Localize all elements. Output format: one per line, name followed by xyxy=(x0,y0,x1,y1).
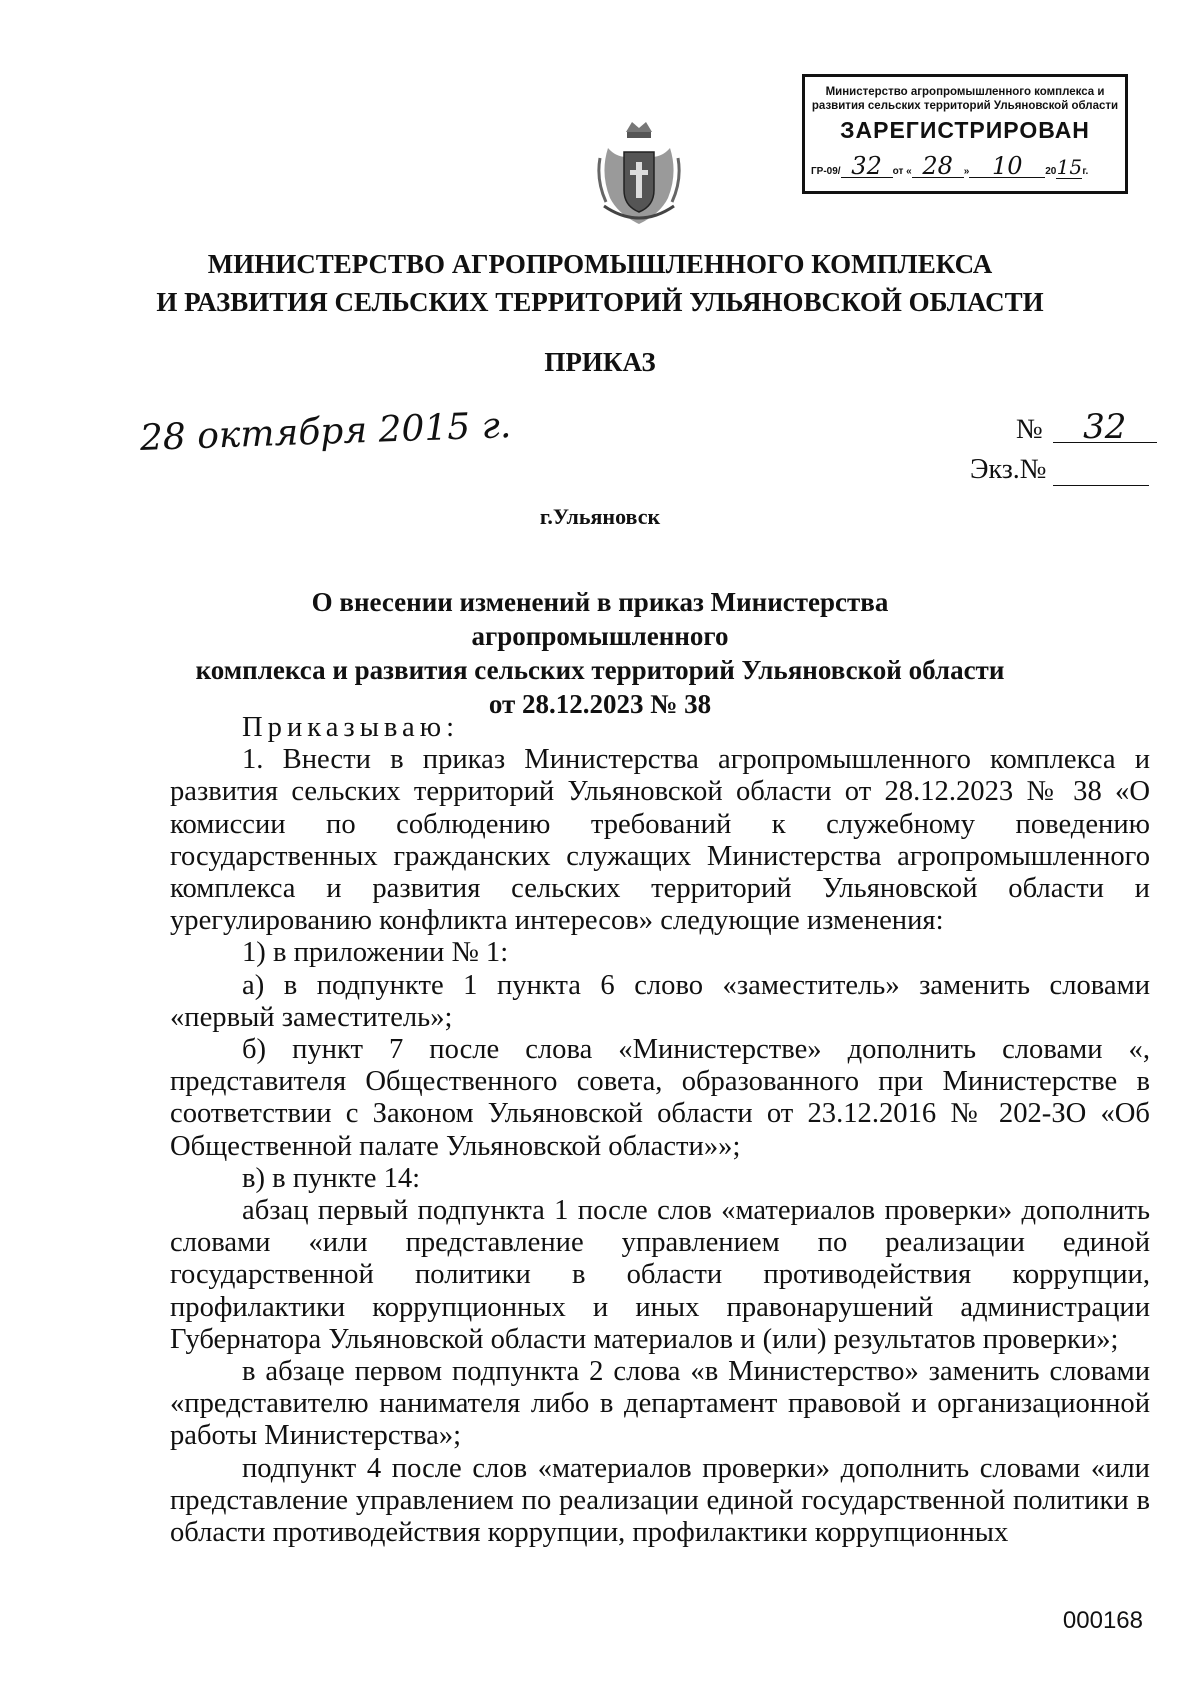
order-date-handwritten: 28 октября 2015 г. xyxy=(139,405,512,459)
body-paragraph: б) пункт 7 после слова «Министерстве» дополнить словами «, представителя Общественного совета, образованного при Министерстве в соответствии с Законом Ульяновской области от 23.12.2016 № 202-ЗО «Об Общественной палате Ульяновской области»»; xyxy=(170,1034,1150,1162)
stamp-organization: Министерство агропромышленного комплекса и развития сельских территорий Ульяновской области xyxy=(811,86,1119,112)
body-paragraph: абзац первый подпункта 1 после слов «материалов проверки» дополнить словами «или представление управлением по реализации единой государственной политики в области противодействия коррупции, профилактики коррупционных и иных правонарушений администрации Губернатора Ульяновской области материалов и (или) результатов проверки»; xyxy=(170,1195,1150,1355)
document-type-title: ПРИКАЗ xyxy=(544,347,656,377)
copy-number-line xyxy=(970,454,1149,486)
stamp-status: ЗАРЕГИСТРИРОВАН xyxy=(840,117,1090,143)
stamp-reg-year: 15 xyxy=(1056,155,1083,179)
stamp-reg-year-prefix: 20 xyxy=(1045,166,1057,177)
order-number-label: № xyxy=(1016,414,1043,445)
body-paragraph: подпункт 4 после слов «материалов проверки» дополнить словами «или представление управлением по реализации единой государственной политики в области противодействия коррупции, профилактики коррупционных xyxy=(170,1452,1150,1549)
stamp-reg-year-suffix: г. xyxy=(1082,166,1089,177)
stamp-reg-month: 10 xyxy=(969,155,1045,178)
stamp-reg-number: 32 xyxy=(841,155,893,178)
body-paragraph: 1. Внести в приказ Министерства агропромышленного комплекса и развития сельских территорий Ульяновской области от 28.12.2023 № 38 «О комиссии по соблюдению требований к служебному поведению государственных гражданских служащих Министерства агропромышленного комплекса и развития сельских территорий Ульяновской области и урегулированию конфликта интересов» следующие изменения: xyxy=(170,744,1150,937)
order-subject-line2: комплекса и развития сельских территорий Ульяновской области xyxy=(195,655,1005,685)
order-body xyxy=(170,712,1150,1549)
stamp-reg-day: 28 xyxy=(912,155,964,178)
body-paragraph: в) в пункте 14: xyxy=(242,1162,421,1194)
stamp-reg-prefix: ГР-09/ xyxy=(811,166,841,177)
order-subject-line1: О внесении изменений в приказ Министерства агропромышленного xyxy=(311,587,889,651)
page-code: 000168 xyxy=(1062,1607,1143,1634)
coat-of-arms-emblem xyxy=(596,118,682,230)
copy-number-blank xyxy=(1053,457,1149,486)
registration-stamp xyxy=(802,74,1128,194)
body-paragraph: в абзаце первом подпункта 2 слова «в Министерство» заменить словами «представителю нанимателя либо в департамент правовой и организационной работы Министерства»; xyxy=(170,1356,1150,1452)
body-paragraph: 1) в приложении № 1: xyxy=(242,937,509,969)
stamp-reg-quote: » xyxy=(963,166,970,177)
order-subject-line3: от 28.12.2023 № 38 xyxy=(488,689,712,719)
ministry-header-line2: И РАЗВИТИЯ СЕЛЬСКИХ ТЕРРИТОРИЙ УЛЬЯНОВСКОЙ ОБЛАСТИ xyxy=(156,287,1044,317)
ministry-header-line1: МИНИСТЕРСТВО АГРОПРОМЫШЛЕННОГО КОМПЛЕКСА xyxy=(207,249,993,279)
order-number-handwritten: 32 xyxy=(1053,412,1157,443)
order-number-line xyxy=(1016,407,1157,447)
body-paragraph: а) в подпункте 1 пункта 6 слово «заместитель» заменить словами «первый заместитель»; xyxy=(170,969,1150,1033)
order-subject xyxy=(180,585,1020,721)
ministry-header xyxy=(120,245,1080,321)
city-name: г.Ульяновск xyxy=(539,504,661,529)
stamp-registration-line xyxy=(811,152,1119,180)
body-paragraph: Приказываю: xyxy=(242,712,460,743)
copy-number-label: Экз.№ xyxy=(970,454,1047,485)
stamp-reg-from: от « xyxy=(892,166,912,177)
